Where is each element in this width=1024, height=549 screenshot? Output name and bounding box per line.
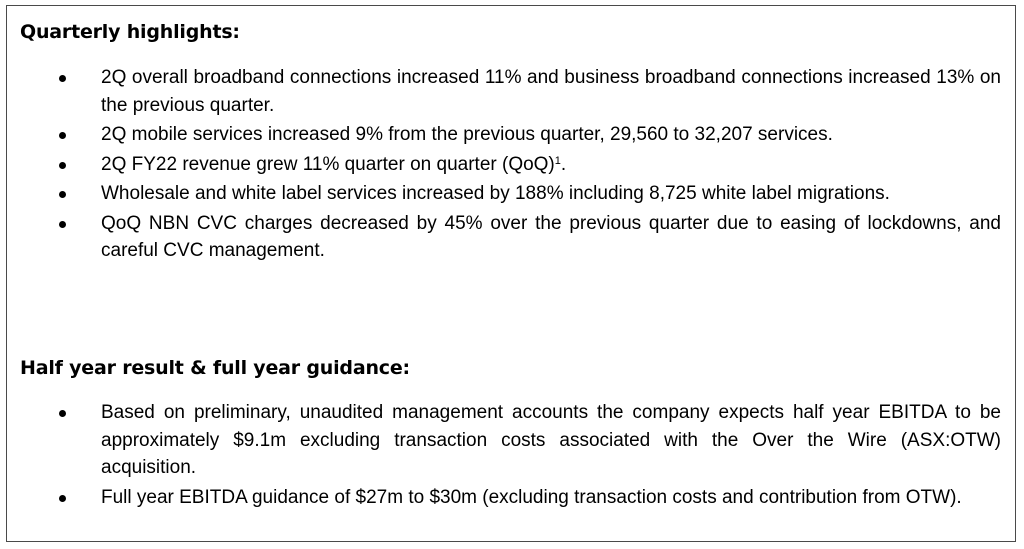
bullet-icon — [59, 495, 66, 502]
guidance-list — [7, 399, 1007, 513]
list-item — [7, 399, 1007, 482]
list-item-text: QoQ NBN CVC charges decreased by 45% over the previous quarter due to easing of lockdowns, and careful CVC management. — [101, 212, 1001, 261]
list-item-text: Based on preliminary, unaudited management accounts the company expects half year EBITDA to be approximately $9.1m excluding transaction costs associated with the Over the Wire (ASX:OTW) acquisition. — [101, 402, 1001, 478]
highlights-box — [6, 5, 1016, 542]
list-item — [7, 64, 1007, 119]
list-item-text: 2Q FY22 revenue grew 11% quarter on quarter (QoQ) — [101, 153, 555, 175]
guidance-heading: Half year result & full year guidance: — [20, 357, 410, 379]
list-item — [7, 180, 1007, 208]
list-item — [7, 210, 1007, 265]
quarterly-highlights-heading: Quarterly highlights: — [20, 21, 240, 43]
list-item — [7, 151, 1007, 179]
bullet-icon — [59, 75, 66, 82]
list-item-text: 2Q mobile services increased 9% from the previous quarter, 29,560 to 32,207 services. — [101, 124, 833, 145]
quarterly-highlights-list — [7, 64, 1007, 267]
list-item-text: Full year EBITDA guidance of $27m to $30m (excluding transaction costs and contribution from OTW). — [101, 486, 962, 508]
bullet-icon — [59, 410, 66, 417]
list-item-text: Wholesale and white label services increased by 188% including 8,725 white label migrations. — [101, 183, 890, 204]
bullet-icon — [59, 221, 66, 228]
list-item — [7, 484, 1007, 512]
footnote-marker: 1 — [554, 154, 561, 167]
bullet-icon — [59, 191, 66, 198]
list-item-text-tail: . — [560, 153, 567, 175]
bullet-icon — [59, 132, 66, 139]
list-item — [7, 121, 1007, 149]
list-item-text: 2Q overall broadband connections increased 11% and business broadband connections increased 13% on the previous quarter. — [101, 67, 1001, 116]
bullet-icon — [59, 162, 66, 169]
